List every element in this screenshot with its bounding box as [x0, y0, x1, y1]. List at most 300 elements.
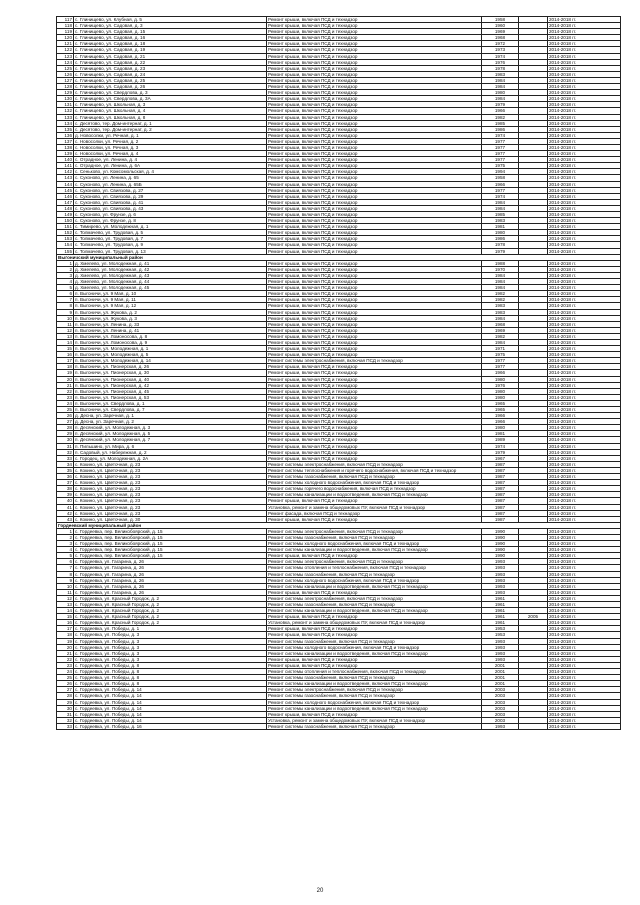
period-cell: 2014-2018 гг. [548, 644, 621, 650]
year-built-cell: 2001 [482, 681, 519, 687]
address-cell: п. Выгоничи, ул. Пионерская, д. 42 [74, 382, 267, 388]
row-number: 151 [57, 224, 74, 230]
year-built-cell: 1993 [482, 577, 519, 583]
work-type-cell: Ремонт крыши, включая ПСД и технадзор [267, 449, 482, 455]
year-built-cell: 1976 [482, 382, 519, 388]
work-type-cell: Ремонт крыши, включая ПСД и технадзор [267, 181, 482, 187]
work-type-cell: Ремонт крыши, включая ПСД и технадзор [267, 376, 482, 382]
document-page [56, 16, 602, 730]
address-cell: с. Кокино, ул. Цветочная, д. 23 [74, 461, 267, 467]
address-cell: с. Сеньково, ул. Комсомольская, д. 4 [74, 169, 267, 175]
work-type-cell: Ремонт крыши, включая ПСД и технадзор [267, 242, 482, 248]
period-cell: 2014-2018 гг. [548, 699, 621, 705]
row-number: 23 [57, 394, 74, 400]
year-built-cell: 1993 [482, 583, 519, 589]
row-number: 2 [57, 534, 74, 540]
address-cell: д. Хмелево, ул. Молодежная, д. 44 [74, 279, 267, 285]
period-cell: 2014-2018 гг. [548, 650, 621, 656]
period-cell: 2014-2018 гг. [548, 443, 621, 449]
work-type-cell: Ремонт крыши, включая ПСД и технадзор [267, 218, 482, 224]
period-cell: 2014-2018 гг. [548, 571, 621, 577]
period-cell: 2014-2018 гг. [548, 382, 621, 388]
period-cell: 2014-2018 гг. [548, 327, 621, 333]
period-cell: 2014-2018 гг. [548, 541, 621, 547]
period-cell: 2014-2018 гг. [548, 461, 621, 467]
address-cell: с. Отрадное, ул. Ленина, д. 4 [74, 157, 267, 163]
work-type-cell: Ремонт крыши, включая ПСД и технадзор [267, 108, 482, 114]
row-number: 18 [57, 632, 74, 638]
year-built-cell: 1977 [482, 358, 519, 364]
row-number: 25 [57, 407, 74, 413]
address-cell: с. Кокино, ул. Цветочная, д. 23 [74, 498, 267, 504]
period-cell: 2014-2018 гг. [548, 333, 621, 339]
year-built-cell: 1975 [482, 352, 519, 358]
address-cell: с. Гордеевка, ул. Победы, д. 8 [74, 675, 267, 681]
year-built-cell: 1993 [482, 638, 519, 644]
year-built-cell: 1986 [482, 126, 519, 132]
address-cell: п. Выгоничи, ул. Свердлова, д. 1 [74, 400, 267, 406]
row-number: 9 [57, 577, 74, 583]
work-type-cell: Ремонт крыши, включая ПСД и технадзор [267, 212, 482, 218]
year-built-cell: 2003 [482, 693, 519, 699]
address-cell: с. Гордеевка, ул. Победы, д. 8 [74, 681, 267, 687]
period-cell: 2014-2018 гг. [548, 181, 621, 187]
work-type-cell: Ремонт крыши, включая ПСД и технадзор [267, 272, 482, 278]
address-cell: с. Десятово, тер. Дом-интернат, д. 2 [74, 126, 267, 132]
period-cell: 2014-2018 гг. [548, 144, 621, 150]
address-cell: с. Глинищево, ул. Садовая, д. 26 [74, 84, 267, 90]
period-cell: 2014-2018 гг. [548, 315, 621, 321]
period-cell: 2014-2018 гг. [548, 364, 621, 370]
year-built-cell: 1983 [482, 309, 519, 315]
period-cell: 2014-2018 гг. [548, 77, 621, 83]
year-built-cell: 2003 [482, 687, 519, 693]
address-cell: с. Новосолки, ул. Речная, д. 4 [74, 151, 267, 157]
address-cell: с. Гордеевка, ул. Победы, д. 1 [74, 626, 267, 632]
year-built-cell: 1968 [482, 35, 519, 41]
row-number: 148 [57, 205, 74, 211]
year-built-cell: 1993 [482, 559, 519, 565]
work-type-cell: Ремонт крыши, включая ПСД и технадзор [267, 297, 482, 303]
year-built-cell: 1980 [482, 230, 519, 236]
year-built-cell: 1987 [482, 474, 519, 480]
work-type-cell: Ремонт крыши, включая ПСД и технадзор [267, 71, 482, 77]
period-cell: 2014-2018 гг. [548, 620, 621, 626]
year-built-cell: 1961 [482, 614, 519, 620]
row-number: 42 [57, 510, 74, 516]
work-type-cell: Ремонт крыши, включая ПСД и технадзор [267, 199, 482, 205]
period-cell: 2014-2018 гг. [548, 303, 621, 309]
row-number: 28 [57, 425, 74, 431]
period-cell: 2014-2018 гг. [548, 510, 621, 516]
address-cell: с. Суконово, ул. Свиязова, д. 41 [74, 199, 267, 205]
year-built-cell: 1982 [482, 333, 519, 339]
work-type-cell: Установка, ремонт и замена общедомовых ПУ, включая ПСД и технадзор [267, 717, 482, 723]
row-number: 120 [57, 35, 74, 41]
year-built-cell: 1982 [482, 297, 519, 303]
address-cell: д. Хмелево, ул. Молодежная, д. 43 [74, 272, 267, 278]
address-cell: с. Новосолки, ул. Речная, д. 2 [74, 138, 267, 144]
year-built-cell: 1977 [482, 151, 519, 157]
year-built-cell: 1978 [482, 65, 519, 71]
row-number: 150 [57, 218, 74, 224]
work-type-cell: Ремонт крыши, включая ПСД и технадзор [267, 291, 482, 297]
year-built-cell: 1987 [482, 486, 519, 492]
year-built-cell: 1976 [482, 59, 519, 65]
address-cell: с. Кокино, ул. Цветочная, д. 23 [74, 480, 267, 486]
year-built-cell: 1969 [482, 29, 519, 35]
row-number: 11 [57, 321, 74, 327]
row-number: 26 [57, 413, 74, 419]
address-cell: с. Гордеевка, ул. Красный Городок, д. 2 [74, 620, 267, 626]
period-cell: 2014-2018 гг. [548, 47, 621, 53]
address-cell: с. Суконово, ул. Ленина, д. 65 [74, 175, 267, 181]
period-cell: 2014-2018 гг. [548, 608, 621, 614]
year-built-cell: 1983 [482, 218, 519, 224]
period-cell: 2014-2018 гг. [548, 437, 621, 443]
period-cell: 2014-2018 гг. [548, 41, 621, 47]
row-number: 122 [57, 47, 74, 53]
address-cell: с. Гордеевка, ул. Победы, д. 3 [74, 650, 267, 656]
work-type-cell: Ремонт системы электроснабжения, включая ПСД и технадзор [267, 461, 482, 467]
row-number: 144 [57, 181, 74, 187]
year-built-cell: 2003 [482, 717, 519, 723]
address-cell: с. Гордеевка, ул. Победы, д. 14 [74, 705, 267, 711]
period-cell: 2014-2018 гг. [548, 528, 621, 534]
work-type-cell: Ремонт крыши, включая ПСД и технадзор [267, 425, 482, 431]
work-type-cell: Ремонт крыши, включая ПСД и технадзор [267, 169, 482, 175]
row-number: 139 [57, 151, 74, 157]
period-cell: 2014-2018 гг. [548, 632, 621, 638]
period-cell: 2014-2018 гг. [548, 205, 621, 211]
year-built-cell: 1971 [482, 346, 519, 352]
year-built-cell: 1974 [482, 443, 519, 449]
address-cell: с. Гордеевка, пер. Великобоярский, д. 15 [74, 547, 267, 553]
work-type-cell: Ремонт крыши, включая ПСД и технадзор [267, 364, 482, 370]
work-type-cell: Ремонт крыши, включая ПСД и технадзор [267, 163, 482, 169]
address-cell: с. Гордеевка, ул. Победы, д. 14 [74, 717, 267, 723]
address-cell: с. Кокино, ул. Цветочная, д. 23 [74, 504, 267, 510]
period-cell: 2014-2018 гг. [548, 669, 621, 675]
row-number: 20 [57, 376, 74, 382]
address-cell: с. Гордеевка, ул. Гагарина, д. 26 [74, 583, 267, 589]
year-built-cell: 1986 [482, 236, 519, 242]
address-cell: п. Выгоничи, ул. Пионерская, д. 30 [74, 370, 267, 376]
work-type-cell: Ремонт крыши, включая ПСД и технадзор [267, 419, 482, 425]
period-cell: 2014-2018 гг. [548, 681, 621, 687]
address-cell: д. Хмелево, ул. Молодежная, д. 42 [74, 266, 267, 272]
period-cell: 2014-2018 гг. [548, 23, 621, 29]
address-cell: п. Выгоничи, ул. Пионерская, д. 53 [74, 394, 267, 400]
period-cell: 2014-2018 гг. [548, 693, 621, 699]
work-type-cell: Установка, ремонт и замена общедомовых ПУ, включая ПСД и технадзор [267, 620, 482, 626]
period-cell: 2014-2018 гг. [548, 242, 621, 248]
row-number: 10 [57, 315, 74, 321]
row-number: 152 [57, 230, 74, 236]
period-cell: 2014-2018 гг. [548, 17, 621, 23]
year-built-cell: 1993 [482, 571, 519, 577]
row-number: 140 [57, 157, 74, 163]
address-cell: п. Десянский, ул. Молодежная, д. 5 [74, 431, 267, 437]
period-cell: 2014-2018 гг. [548, 224, 621, 230]
row-number: 6 [57, 291, 74, 297]
row-number: 130 [57, 96, 74, 102]
year-built-cell: 1985 [482, 120, 519, 126]
year-built-cell: 1977 [482, 364, 519, 370]
period-cell: 2014-2018 гг. [548, 35, 621, 41]
year-built-cell: 1987 [482, 498, 519, 504]
period-cell: 2014-2018 гг. [548, 108, 621, 114]
work-type-cell: Ремонт крыши, включая ПСД и технадзор [267, 400, 482, 406]
row-number: 2 [57, 266, 74, 272]
period-cell: 2014-2018 гг. [548, 157, 621, 163]
address-cell: с. Гордеевка, ул. Победы, д. 3 [74, 644, 267, 650]
year-built-cell: 1985 [482, 212, 519, 218]
work-type-cell: Ремонт крыши, включая ПСД и технадзор [267, 388, 482, 394]
year-built-cell: 1989 [482, 437, 519, 443]
period-cell: 2014-2018 гг. [548, 59, 621, 65]
address-cell: с. Гордеевка, ул. Победы, д. 8 [74, 662, 267, 668]
period-cell: 2014-2018 гг. [548, 309, 621, 315]
period-cell: 2014-2018 гг. [548, 352, 621, 358]
period-cell: 2014-2018 гг. [548, 96, 621, 102]
address-cell: с. Глинищево, ул. Садовая, д. 23 [74, 65, 267, 71]
year-built-cell: 2001 [482, 669, 519, 675]
work-type-cell: Ремонт крыши, включая ПСД и технадзор [267, 626, 482, 632]
period-cell: 2014-2018 гг. [548, 717, 621, 723]
address-cell: п. Выгоничи, ул. Молодежная, д. 5 [74, 352, 267, 358]
work-type-cell: Ремонт фасада, включая ПСД и технадзор [267, 510, 482, 516]
period-cell: 2014-2018 гг. [548, 230, 621, 236]
row-number: 145 [57, 187, 74, 193]
year-built-cell: 1984 [482, 96, 519, 102]
row-number: 155 [57, 248, 74, 254]
row-number: 24 [57, 669, 74, 675]
row-number: 133 [57, 114, 74, 120]
period-cell: 2014-2018 гг. [548, 589, 621, 595]
year-built-cell: 1979 [482, 248, 519, 254]
year-built-cell: 1965 [482, 400, 519, 406]
work-type-cell: Ремонт крыши, включая ПСД и технадзор [267, 59, 482, 65]
period-cell: 2014-2018 гг. [548, 577, 621, 583]
work-type-cell: Ремонт крыши, включая ПСД и технадзор [267, 309, 482, 315]
year-built-cell: 1990 [482, 553, 519, 559]
address-cell: с. Десятово, тер. Дом-интернат, д. 1 [74, 120, 267, 126]
period-cell: 2014-2018 гг. [548, 394, 621, 400]
work-type-cell: Ремонт крыши, включая ПСД и технадзор [267, 41, 482, 47]
address-cell: п. Выгоничи, ул. Жукова, д. 2 [74, 309, 267, 315]
work-type-cell: Ремонт крыши, включая ПСД и технадзор [267, 236, 482, 242]
work-type-cell: Ремонт крыши, включая ПСД и технадзор [267, 431, 482, 437]
address-cell: п. Выгоничи, ул. 9 Мая, д. 11 [74, 297, 267, 303]
period-cell: 2014-2018 гг. [548, 480, 621, 486]
year-built-cell: 1984 [482, 339, 519, 345]
address-cell: с. Кокино, ул. Цветочная, д. 23 [74, 467, 267, 473]
row-number: 26 [57, 681, 74, 687]
work-type-cell: Ремонт системы теплоснабжения и горячего водоснабжения, включая ПСД и технадзор [267, 467, 482, 473]
work-type-cell: Ремонт крыши, включая ПСД и технадзор [267, 339, 482, 345]
address-cell: п. Выгоничи, ул. Молодежная, д. 14 [74, 358, 267, 364]
work-type-cell: Ремонт крыши, включая ПСД и технадзор [267, 437, 482, 443]
period-cell: 2014-2018 гг. [548, 656, 621, 662]
row-number: 37 [57, 480, 74, 486]
address-cell: п. Выгоничи, ул. Ленина, д. 33 [74, 321, 267, 327]
address-cell: п. Пильшино, ул. Мира, д. 6 [74, 443, 267, 449]
year-built-cell: 1972 [482, 41, 519, 47]
address-cell: с. Гордеевка, ул. Победы, д. 14 [74, 699, 267, 705]
period-cell: 2014-2018 гг. [548, 687, 621, 693]
year-built-cell: 1984 [482, 279, 519, 285]
row-number: 8 [57, 571, 74, 577]
address-cell: с. Глинищево, ул. Садовая, д. 16 [74, 35, 267, 41]
work-type-cell: Ремонт системы электроснабжения, включая ПСД и технадзор [267, 687, 482, 693]
address-cell: п. Выгоничи, ул. Пионерская, д. 26 [74, 364, 267, 370]
year-built-cell: 1953 [482, 626, 519, 632]
year-built-cell: 1993 [482, 565, 519, 571]
period-cell: 2014-2018 гг. [548, 71, 621, 77]
row-number: 126 [57, 71, 74, 77]
row-number: 40 [57, 498, 74, 504]
address-cell: д. Новосолки, ул. Речная, д. 1 [74, 132, 267, 138]
period-cell: 2014-2018 гг. [548, 132, 621, 138]
row-number: 149 [57, 212, 74, 218]
address-cell: д. Десна, ул. Заречная, д. 1 [74, 413, 267, 419]
work-type-cell: Ремонт системы холодного водоснабжения, включая ПСД и технадзор [267, 541, 482, 547]
period-cell: 2014-2018 гг. [548, 565, 621, 571]
period-cell: 2014-2018 гг. [548, 504, 621, 510]
row-number: 118 [57, 23, 74, 29]
work-type-cell: Ремонт крыши, включая ПСД и технадзор [267, 17, 482, 23]
period-cell: 2014-2018 гг. [548, 370, 621, 376]
work-type-cell: Ремонт системы канализации и водоотведения, включая ПСД и технадзор [267, 547, 482, 553]
year-built-cell: 1953 [482, 632, 519, 638]
row-number: 30 [57, 705, 74, 711]
work-type-cell: Ремонт системы газоснабжения, включая ПСД и технадзор [267, 474, 482, 480]
work-type-cell: Ремонт крыши, включая ПСД и технадзор [267, 589, 482, 595]
work-type-cell: Ремонт крыши, включая ПСД и технадзор [267, 193, 482, 199]
year-built-cell: 1961 [482, 608, 519, 614]
year-built-cell: 1993 [482, 644, 519, 650]
work-type-cell: Ремонт крыши, включая ПСД и технадзор [267, 346, 482, 352]
period-cell: 2014-2018 гг. [548, 583, 621, 589]
row-number: 8 [57, 303, 74, 309]
period-cell: 2014-2018 гг. [548, 199, 621, 205]
year-built-cell: 1990 [482, 547, 519, 553]
address-cell: с. Гордеевка, ул. Победы, д. 14 [74, 687, 267, 693]
row-number: 35 [57, 467, 74, 473]
row-number: 24 [57, 400, 74, 406]
row-number: 4 [57, 279, 74, 285]
row-number: 127 [57, 77, 74, 83]
address-cell: с. Гордеевка, ул. Победы, д. 16 [74, 723, 267, 729]
row-number: 12 [57, 327, 74, 333]
row-number: 5 [57, 553, 74, 559]
row-number: 22 [57, 656, 74, 662]
row-number: 7 [57, 297, 74, 303]
period-cell: 2014-2018 гг. [548, 400, 621, 406]
row-number: 123 [57, 53, 74, 59]
row-number: 33 [57, 723, 74, 729]
row-number: 33 [57, 455, 74, 461]
row-number: 20 [57, 644, 74, 650]
year-built-cell: 1987 [482, 510, 519, 516]
work-type-cell: Ремонт крыши, включая ПСД и технадзор [267, 279, 482, 285]
work-type-cell: Ремонт системы канализации и водоотведения, включая ПСД и технадзор [267, 608, 482, 614]
year-built-cell: 1961 [482, 595, 519, 601]
row-number: 32 [57, 717, 74, 723]
address-cell: с. Суконово, ул. Свиязова, д. 27 [74, 187, 267, 193]
address-cell: п. Выгоничи, ул. Жукова, д. 3 [74, 315, 267, 321]
work-type-cell: Ремонт системы газоснабжения, включая ПСД и технадзор [267, 638, 482, 644]
page-number: 20 [316, 888, 324, 894]
year-built-cell: 1987 [482, 516, 519, 522]
address-cell: с. Кокино, ул. Цветочная, д. 23 [74, 492, 267, 498]
year-built-cell: 1993 [482, 723, 519, 729]
period-cell: 2014-2018 гг. [548, 65, 621, 71]
row-number: 27 [57, 419, 74, 425]
address-cell: п. Десянский, ул. Молодежная, д. 3 [74, 425, 267, 431]
address-cell: с. Кокино, ул. Цветочная, д. 30 [74, 516, 267, 522]
work-type-cell: Ремонт системы газоснабжения, включая ПСД и технадзор [267, 675, 482, 681]
row-number: 31 [57, 443, 74, 449]
row-number: 117 [57, 17, 74, 23]
year-built-cell: 2001 [482, 675, 519, 681]
address-cell: с. Толмачево, ул. Трудовая, д. 5 [74, 230, 267, 236]
address-cell: с. Гордеевка, ул. Победы, д. 8 [74, 669, 267, 675]
section-title: Выгоничский муниципальный район [57, 254, 621, 260]
address-cell: с. Гордеевка, ул. Победы, д. 14 [74, 693, 267, 699]
year-built-cell: 1977 [482, 144, 519, 150]
address-cell: с. Глинищево, ул. Садовая, д. 24 [74, 71, 267, 77]
address-cell: с. Глинищево, ул. Клубная, д. 5 [74, 17, 267, 23]
work-type-cell: Ремонт крыши, включая ПСД и технадзор [267, 394, 482, 400]
address-cell: д. Десна, ул. Заречная, д. 2 [74, 419, 267, 425]
row-number: 41 [57, 504, 74, 510]
work-type-cell: Ремонт системы холодного водоснабжения, включая ПСД и технадзор [267, 644, 482, 650]
address-cell: с. Гордеевка, ул. Гагарина, д. 26 [74, 577, 267, 583]
work-type-cell: Ремонт крыши, включая ПСД и технадзор [267, 321, 482, 327]
year-built-cell: 2001 [482, 662, 519, 668]
period-cell: 2014-2018 гг. [548, 516, 621, 522]
row-number: 9 [57, 309, 74, 315]
period-cell: 2014-2018 гг. [548, 492, 621, 498]
year-built-cell: 1966 [482, 419, 519, 425]
period-cell: 2014-2018 гг. [548, 662, 621, 668]
address-cell: п. Выгоничи, ул. Молодежная, д. 1 [74, 346, 267, 352]
work-type-cell: Ремонт системы отопления и теплоснабжения, включая ПСД и технадзор [267, 565, 482, 571]
year-built-cell: 1980 [482, 376, 519, 382]
row-number: 154 [57, 242, 74, 248]
year-built-cell: 1993 [482, 650, 519, 656]
period-cell: 2014-2018 гг. [548, 467, 621, 473]
work-type-cell: Ремонт системы холодного водоснабжения, включая ПСД и технадзор [267, 577, 482, 583]
year-built-cell: 1993 [482, 656, 519, 662]
row-number: 28 [57, 693, 74, 699]
period-cell: 2014-2018 гг. [548, 187, 621, 193]
address-cell: п. Выгоничи, ул. Свердлова, д. 7 [74, 407, 267, 413]
work-type-cell: Ремонт системы электроснабжения, включая ПСД и технадзор [267, 358, 482, 364]
row-number: 38 [57, 486, 74, 492]
address-cell: с. Глинищево, ул. Садовая, д. 21 [74, 53, 267, 59]
work-type-cell: Ремонт крыши, включая ПСД и технадзор [267, 382, 482, 388]
row-number: 147 [57, 199, 74, 205]
row-number: 31 [57, 711, 74, 717]
address-cell: с. Городец, ул. Молодежная, д. 2А [74, 455, 267, 461]
address-cell: с. Глинищево, ул. Садовая, д. 18 [74, 41, 267, 47]
year-built-cell: 1974 [482, 132, 519, 138]
period-cell: 2014-2018 гг. [548, 553, 621, 559]
work-type-cell: Ремонт крыши, включая ПСД и технадзор [267, 632, 482, 638]
